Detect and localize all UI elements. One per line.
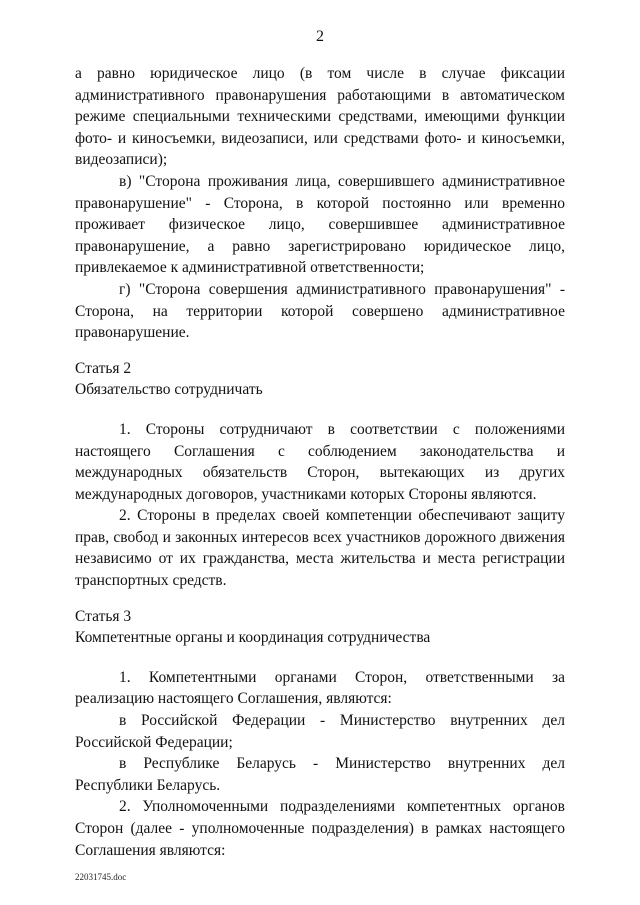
article-3-paragraph-1: 1. Компетентными органами Сторон, ответственными за реализацию настоящего Соглашения, являются: — [75, 668, 565, 708]
page-number: 2 — [316, 28, 324, 45]
article-3-paragraph-rb: в Республике Беларусь - Министерство внутренних дел Республики Беларусь. — [75, 755, 565, 794]
article-3-title: Компетентные органы и координация сотрудничества — [75, 629, 431, 647]
paragraph-legal-entity: а равно юридическое лицо (в том числе в случае фиксации административного правонарушения работающими в автоматическом режиме специальными техническими средствами, имеющими функции фото- и киносъемки, видеозаписи, или средствами фото- и киносъемки, видеозаписи); — [75, 65, 565, 169]
article-2-title: Обязательство сотрудничать — [75, 381, 263, 399]
article-3-number: Статья 3 — [75, 607, 132, 625]
article-2-paragraph-1: 1. Стороны сотрудничают в соответствии с положениями настоящего Соглашения с соблюдением законодательства и международных обязательств Сторон, вытекающих из других международных договоров, участниками которых Стороны являются. — [75, 420, 565, 503]
paragraph-definition-g: г) "Сторона совершения административного правонарушения" - Сторона, на территории которой совершено административное правонарушение. — [75, 280, 565, 342]
document-filename: 22031745.doc — [75, 872, 127, 882]
article-3-paragraph-rf: в Российской Федерации - Министерство внутренних дел Российской Федерации; — [75, 712, 565, 751]
article-2-number: Статья 2 — [75, 359, 132, 377]
article-2-heading — [75, 358, 565, 401]
article-3-heading — [75, 606, 565, 649]
paragraph-definition-v: в) "Сторона проживания лица, совершившего административное правонарушение" - Сторона, в которой постоянно или временно проживает физическое лицо, совершившее административное правонарушение, а равно зарегистрировано юридическое лицо, привлекаемое к административной ответственности; — [75, 172, 565, 277]
article-3-paragraph-2: 2. Уполномоченными подразделениями компетентных органов Сторон (далее - уполномоченные подразделения) в рамках настоящего Соглашения являются: — [75, 798, 565, 859]
article-2-paragraph-2: 2. Стороны в пределах своей компетенции обеспечивают защиту прав, свобод и законных интересов всех участников дорожного движения независимо от их гражданства, места жительства и места регистрации транспортных средств. — [75, 507, 565, 590]
document-body — [75, 63, 565, 861]
